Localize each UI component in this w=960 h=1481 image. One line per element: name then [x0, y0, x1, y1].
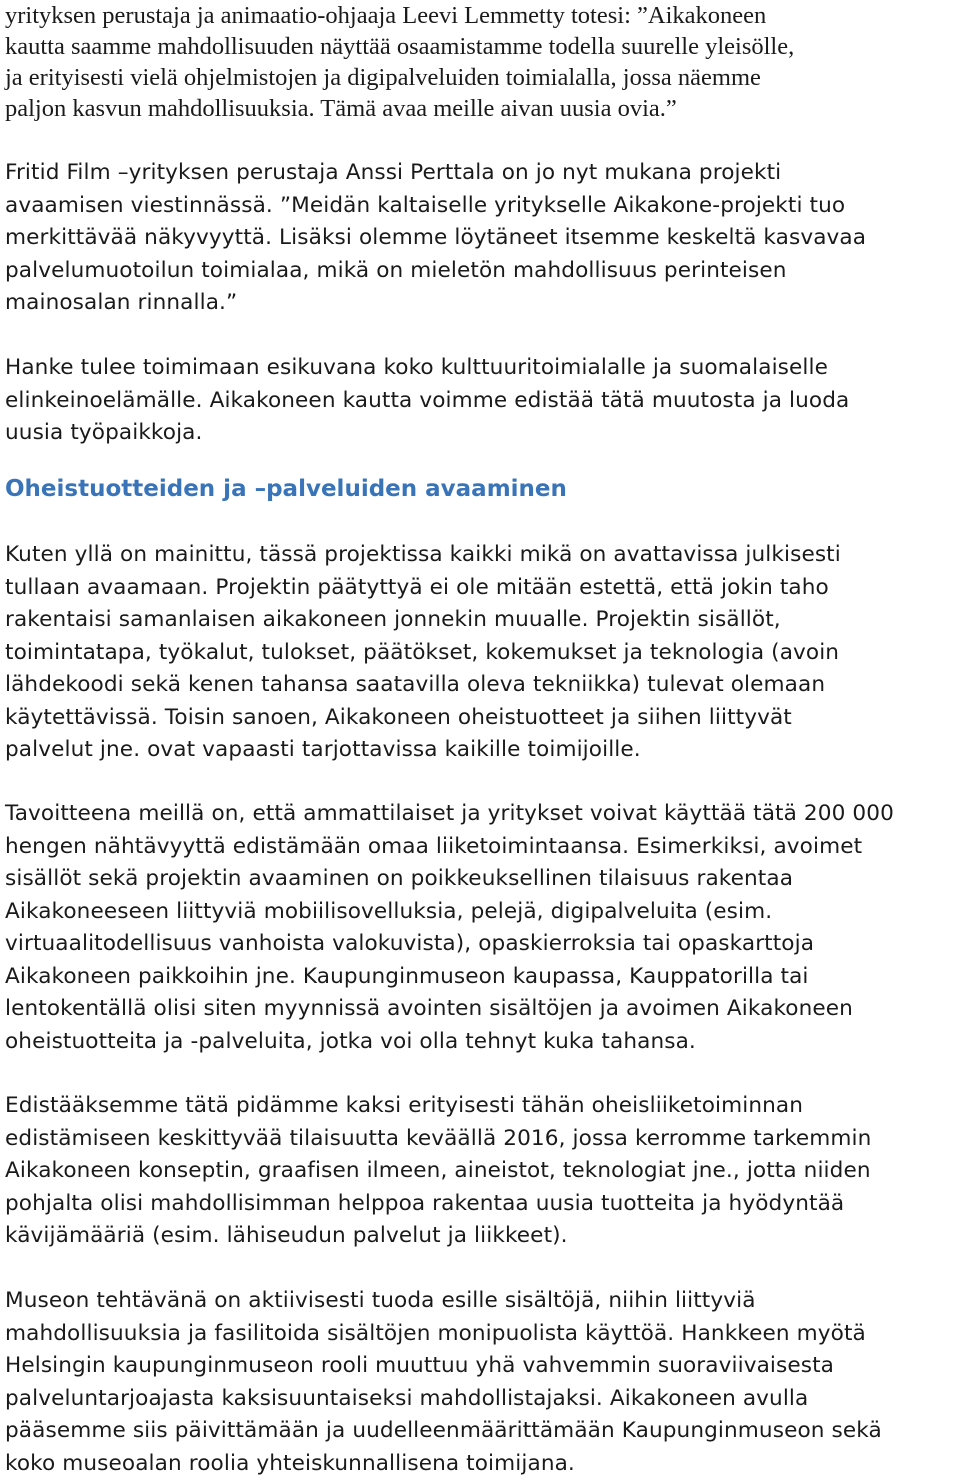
text-line: Hanke tulee toimimaan esikuvana koko kulttuuritoimialalle ja suomalaiselle [5, 355, 828, 380]
text-line: virtuaalitodellisuus vanhoista valokuvista), opaskierroksia tai opaskarttoja [5, 931, 815, 956]
text-line: kautta saamme mahdollisuuden näyttää osaamistamme todella suurelle yleisölle, [5, 33, 795, 60]
text-line: paljon kasvun mahdollisuuksia. Tämä avaa meille aivan uusia ovia.” [5, 95, 677, 122]
paragraph-tavoitteena [5, 798, 955, 1058]
paragraph-lemmetty-quote [5, 0, 955, 124]
text-line: avaamisen viestinnässä. ”Meidän kaltaiselle yritykselle Aikakone-projekti tuo [5, 192, 846, 218]
text-line: kävijämääriä (esim. lähiseudun palvelut ja liikkeet). [5, 1223, 568, 1248]
text-line: Aikakoneeseen liittyviä mobiilisovelluksia, pelejä, digipalveluita (esim. [5, 898, 773, 924]
text-line: rakentaisi samanlaisen aikakoneen jonnekin muualle. Projektin sisällöt, [5, 607, 781, 632]
text-line: ja erityisesti vielä ohjelmistojen ja digipalveluiden toimialalla, jossa näemme [5, 64, 761, 91]
text-line: Museon tehtävänä on aktiivisesti tuoda esille sisältöjä, niihin liittyviä [5, 1288, 756, 1313]
text-line: merkittävää näkyvyyttä. Lisäksi olemme löytäneet itsemme keskeltä kasvavaa [5, 225, 867, 250]
paragraph-hanke [5, 352, 955, 450]
text-line: hengen nähtävyyttä edistämään omaa liiketoimintaansa. Esimerkiksi, avoimet [5, 833, 863, 859]
text-line: toimintatapa, työkalut, tulokset, päätökset, kokemukset ja teknologia (avoin [5, 639, 840, 665]
text-line: mahdollisuuksia ja fasilitoida sisältöjen monipuolista käyttöä. Hankkeen myötä [5, 1320, 866, 1346]
text-line: koko museoalan roolia yhteiskunnallisena toimijana. [5, 1450, 575, 1476]
text-line: yrityksen perustaja ja animaatio-ohjaaja Leevi Lemmetty totesi: ”Aikakoneen [5, 2, 767, 29]
text-line: palvelumuotoilun toimialaa, mikä on mieletön mahdollisuus perinteisen [5, 257, 787, 283]
text-line: Kuten yllä on mainittu, tässä projektissa kaikki mikä on avattavissa julkisesti [5, 542, 841, 567]
text-line: Aikakoneen paikkoihin jne. Kaupunginmuseon kaupassa, Kauppatorilla tai [5, 963, 809, 989]
text-line: palveluntarjoajasta kaksisuuntaiseksi mahdollistajaksi. Aikakoneen avulla [5, 1385, 809, 1411]
text-line: pääsemme siis päivittämään ja uudelleenmäärittämään Kaupunginmuseon sekä [5, 1418, 882, 1443]
text-line: tullaan avaamaan. Projektin päätyttyä ei ole mitään estettä, että jokin taho [5, 574, 829, 600]
text-line: mainosalan rinnalla.” [5, 290, 238, 315]
text-line: sisällöt sekä projektin avaaminen on poikkeuksellinen tilaisuus rakentaa [5, 866, 794, 891]
paragraph-perttala-quote [5, 157, 955, 320]
text-line: Tavoitteena meillä on, että ammattilaiset ja yritykset voivat käyttää tätä 200 000 [5, 801, 894, 826]
text-line: Aikakoneen konseptin, graafisen ilmeen, aineistot, teknologiat jne., jotta niiden [5, 1158, 871, 1183]
text-line: käytettävissä. Toisin sanoen, Aikakoneen oheistuotteet ja siihen liittyvät [5, 704, 792, 730]
text-line: elinkeinoelämälle. Aikakoneen kautta voimme edistää tätä muutosta ja luoda [5, 387, 850, 413]
paragraph-museon-tehtava [5, 1285, 955, 1480]
section-heading: Oheistuotteiden ja –palveluiden avaaminen [5, 476, 567, 502]
text-line: oheistuotteita ja -palveluita, jotka voi olla tehnyt kuka tahansa. [5, 1028, 696, 1054]
text-line: Helsingin kaupunginmuseon rooli muuttuu yhä vahvemmin suoraviivaisesta [5, 1353, 834, 1378]
text-line: uusia työpaikkoja. [5, 420, 203, 445]
paragraph-avaaminen [5, 539, 955, 767]
text-line: palvelut jne. ovat vapaasti tarjottavissa kaikille toimijoille. [5, 737, 641, 762]
text-line: Edistääksemme tätä pidämme kaksi erityisesti tähän oheisliiketoiminnan [5, 1093, 804, 1118]
paragraph-edistaaksemme [5, 1090, 955, 1253]
text-line: lentokentällä olisi siten myynnissä avointen sisältöjen ja avoimen Aikakoneen [5, 996, 853, 1021]
text-line: lähdekoodi sekä kenen tahansa saatavilla oleva tekniikka) tulevat olemaan [5, 672, 826, 697]
text-line: pohjalta olisi mahdollisimman helppoa rakentaa uusia tuotteita ja hyödyntää [5, 1190, 845, 1216]
text-line: Fritid Film –yrityksen perustaja Anssi Perttala on jo nyt mukana projekti [5, 160, 782, 185]
text-line: edistämiseen keskittyvää tilaisuutta keväällä 2016, jossa kerromme tarkemmin [5, 1125, 872, 1151]
